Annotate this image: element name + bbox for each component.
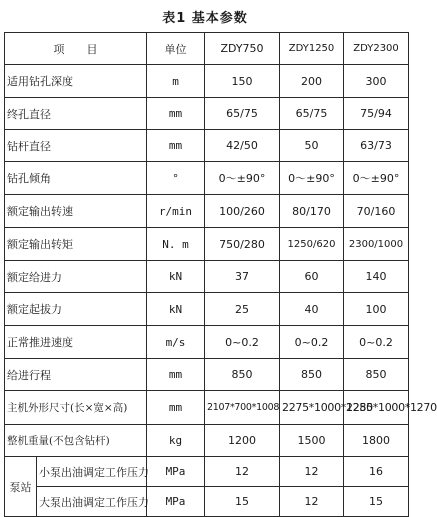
row-param: 给进行程 [5, 359, 147, 391]
row-unit: mm [147, 130, 205, 162]
table-row [5, 195, 409, 228]
row-value-c: 75/94 [344, 98, 409, 130]
table-row [5, 228, 409, 261]
row-param: 额定给进力 [5, 261, 147, 293]
row-unit: mm [147, 359, 205, 391]
pump-group-label: 泵站 [5, 457, 37, 517]
row-unit: mm [147, 98, 205, 130]
row-value-c: 2300/1000 [344, 228, 409, 261]
row-unit: MPa [147, 487, 205, 517]
row-value-a: 0~0.2 [205, 326, 280, 359]
row-value-b: 60 [280, 261, 344, 293]
row-value-b: 12 [280, 487, 344, 517]
row-unit: m/s [147, 326, 205, 359]
row-unit: ° [147, 162, 205, 195]
row-value-b: 0~0.2 [280, 326, 344, 359]
row-unit: kg [147, 425, 205, 457]
row-value-b: 50 [280, 130, 344, 162]
table-row [5, 326, 409, 359]
row-value-c: 63/73 [344, 130, 409, 162]
row-value-b: 40 [280, 293, 344, 326]
row-value-c: 2285*1000*1270 [344, 391, 409, 425]
table-row [5, 293, 409, 326]
row-unit: m [147, 65, 205, 98]
row-value-c: 300 [344, 65, 409, 98]
row-value-a: 100/260 [205, 195, 280, 228]
header-model-a: ZDY750 [205, 33, 280, 65]
header-model-b: ZDY1250 [280, 33, 344, 65]
row-value-a: 750/280 [205, 228, 280, 261]
table-row [5, 261, 409, 293]
row-value-b: 0～±90° [280, 162, 344, 195]
row-value-a: 15 [205, 487, 280, 517]
row-param: 整机重量(不包含钻杆) [5, 425, 147, 457]
row-param: 额定输出转速 [5, 195, 147, 228]
row-value-a: 37 [205, 261, 280, 293]
row-unit: N. m [147, 228, 205, 261]
row-value-a: 12 [205, 457, 280, 487]
row-value-c: 0～±90° [344, 162, 409, 195]
table-row [5, 359, 409, 391]
table-row [5, 391, 409, 425]
row-value-c: 1800 [344, 425, 409, 457]
table-title: 表1 基本参数 [162, 11, 248, 26]
row-unit: mm [147, 391, 205, 425]
row-value-a: 150 [205, 65, 280, 98]
row-value-b: 80/170 [280, 195, 344, 228]
table-row [5, 487, 409, 517]
header-param: 项 目 [5, 33, 147, 65]
row-param: 钻杆直径 [5, 130, 147, 162]
header-unit: 单位 [147, 33, 205, 65]
row-value-c: 70/160 [344, 195, 409, 228]
row-unit: MPa [147, 457, 205, 487]
row-value-c: 850 [344, 359, 409, 391]
row-value-a: 25 [205, 293, 280, 326]
row-value-a: 65/75 [205, 98, 280, 130]
table-row [5, 98, 409, 130]
row-param: 大泵出油调定工作压力 [37, 487, 147, 517]
header-model-c: ZDY2300 [344, 33, 409, 65]
basic-parameters-table [4, 32, 437, 517]
table-row [5, 162, 409, 195]
table-row [5, 65, 409, 98]
row-param: 正常推进速度 [5, 326, 147, 359]
row-value-b: 850 [280, 359, 344, 391]
row-value-c: 140 [344, 261, 409, 293]
table-row [5, 425, 409, 457]
row-param: 钻孔倾角 [5, 162, 147, 195]
row-value-c: 100 [344, 293, 409, 326]
row-unit: r/min [147, 195, 205, 228]
row-value-b: 1250/620 [280, 228, 344, 261]
row-value-c: 15 [344, 487, 409, 517]
row-value-c: 16 [344, 457, 409, 487]
row-value-a: 42/50 [205, 130, 280, 162]
row-value-a: 1200 [205, 425, 280, 457]
row-value-a: 850 [205, 359, 280, 391]
header-row [5, 33, 409, 65]
row-value-b: 200 [280, 65, 344, 98]
row-value-c: 0~0.2 [344, 326, 409, 359]
row-param: 主机外形尺寸(长×宽×高) [5, 391, 147, 425]
row-param: 适用钻孔深度 [5, 65, 147, 98]
row-param: 额定起拔力 [5, 293, 147, 326]
row-param: 小泵出油调定工作压力 [37, 457, 147, 487]
row-value-b: 1500 [280, 425, 344, 457]
table-row [5, 457, 409, 487]
row-value-b: 65/75 [280, 98, 344, 130]
row-param: 终孔直径 [5, 98, 147, 130]
row-value-a: 0～±90° [205, 162, 280, 195]
row-param: 额定输出转矩 [5, 228, 147, 261]
table-row [5, 130, 409, 162]
row-value-a: 2107*700*1008 [205, 391, 280, 425]
row-unit: kN [147, 261, 205, 293]
row-value-b: 2275*1000*1250 [280, 391, 344, 425]
row-value-b: 12 [280, 457, 344, 487]
row-unit: kN [147, 293, 205, 326]
